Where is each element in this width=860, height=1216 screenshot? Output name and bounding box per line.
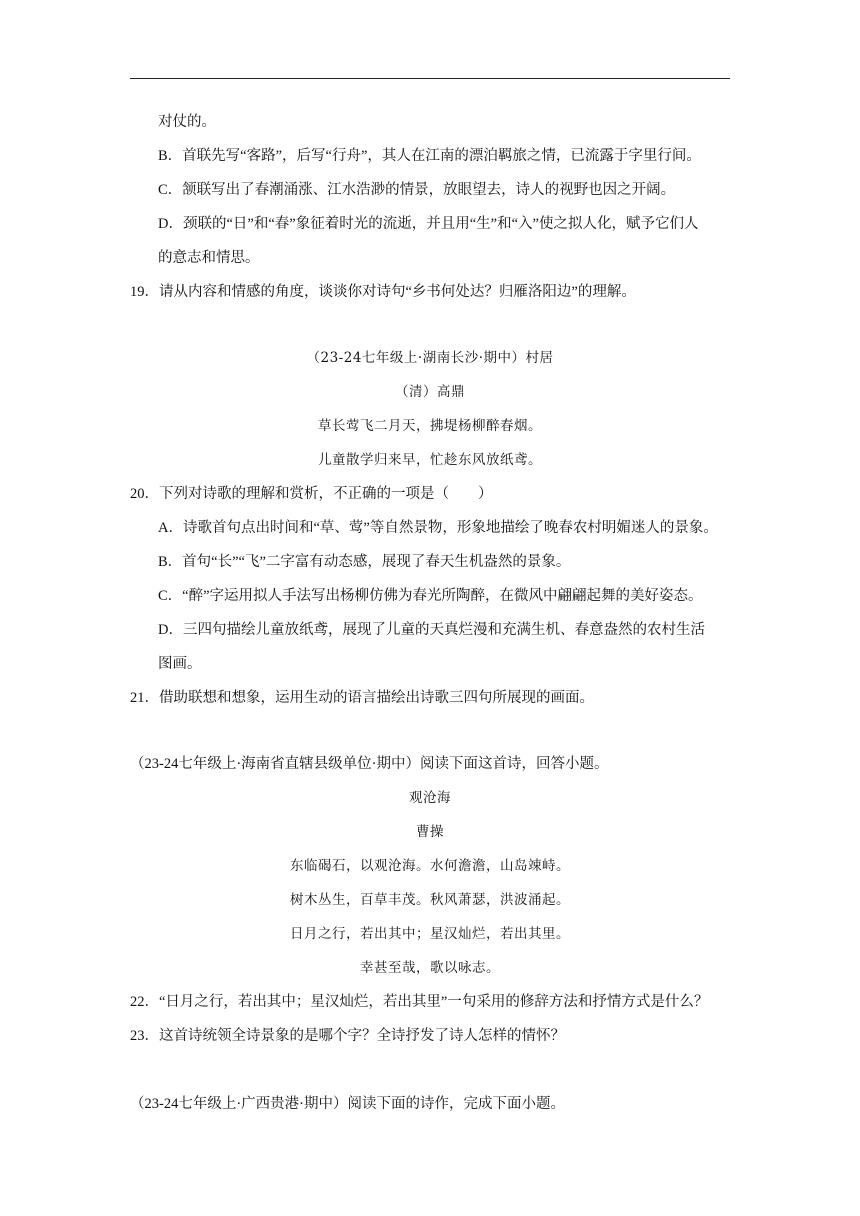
question-20: 20．下列对诗歌的理解和赏析，不正确的一项是（ ）	[130, 486, 493, 502]
q20-option-a: A．诗歌首句点出时间和“草、莺”等自然景物，形象地描绘了晚春农村明媚迷人的景象。	[158, 520, 718, 536]
q20-option-d: D．三四句描绘儿童放纸鸢，展现了儿童的天真烂漫和充满生机、春意盎然的农村生活	[158, 622, 705, 638]
q20-option-d-continuation: 图画。	[158, 656, 202, 672]
question-19: 19．请从内容和情感的角度，谈谈你对诗句“乡书何处达？归雁洛阳边”的理解。	[130, 284, 636, 300]
poem-line: 儿童散学归来早，忙趁东风放纸鸢。	[318, 452, 542, 468]
passage-intro: （23-24七年级上·广西贵港·期中）阅读下面的诗作，完成下面小题。	[130, 1096, 565, 1112]
poem-author: 曹操	[416, 824, 444, 840]
q20-option-c: C．“醉”字运用拟人手法写出杨柳仿佛为春光所陶醉，在微风中翩翩起舞的美好姿态。	[158, 588, 703, 604]
poem-line: 幸甚至哉，歌以咏志。	[360, 960, 500, 976]
passage-intro: （23-24七年级上·海南省直辖县级单位·期中）阅读下面这首诗，回答小题。	[130, 756, 609, 772]
question-23: 23．这首诗统领全诗景象的是哪个字？全诗抒发了诗人怎样的情怀？	[130, 1028, 565, 1044]
option-d: D．颈联的“日”和“春”象征着时光的流逝，并且用“生”和“入”使之拟人化，赋予它们人	[158, 216, 699, 232]
q20-option-b: B．首句“长”“飞”二字富有动态感，展现了春天生机盎然的景象。	[158, 554, 571, 570]
header-rule	[130, 78, 730, 79]
option-c: C．颔联写出了春潮涌涨、江水浩渺的情景，放眼望去，诗人的视野也因之开阔。	[158, 182, 676, 198]
poem-line: 草长莺飞二月天，拂堤杨柳醉春烟。	[318, 418, 542, 434]
poem-line: 树木丛生，百草丰茂。秋风萧瑟，洪波涌起。	[290, 892, 570, 908]
option-c-continuation: 对仗的。	[158, 114, 216, 130]
poem-line: 东临碣石，以观沧海。水何澹澹，山岛竦峙。	[290, 858, 570, 874]
poem-source-title: （23-24七年级上·湖南长沙·期中）村居	[306, 350, 554, 366]
poem-title: 观沧海	[409, 790, 451, 806]
poem-author: （清）高鼎	[395, 384, 465, 400]
poem-line: 日月之行，若出其中；星汉灿烂，若出其里。	[290, 926, 570, 942]
option-b: B．首联先写“客路”，后写“行舟”，其人在江南的漂泊羁旅之情，已流露于字里行间。	[158, 148, 701, 164]
question-21: 21．借助联想和想象，运用生动的语言描绘出诗歌三四句所展现的画面。	[130, 690, 594, 706]
option-d-continuation: 的意志和情思。	[158, 250, 260, 266]
question-22: 22．“日月之行，若出其中；星汉灿烂，若出其里”一句采用的修辞方法和抒情方式是什么？	[130, 994, 709, 1010]
